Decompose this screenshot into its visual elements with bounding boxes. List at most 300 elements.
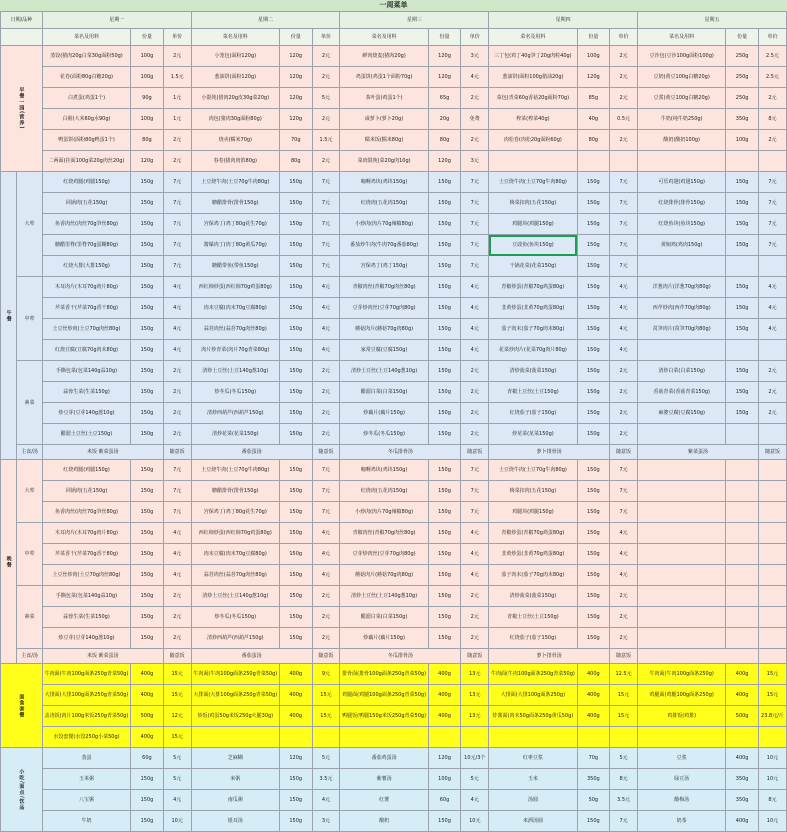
portion-cell[interactable]: 65g xyxy=(428,88,461,109)
price-cell[interactable]: 4元 xyxy=(163,277,191,298)
staple-rice-cell[interactable]: 随意饭 xyxy=(163,649,191,664)
field-header[interactable]: 份量 xyxy=(131,29,164,46)
portion-cell[interactable]: 150g xyxy=(279,481,312,502)
price-cell[interactable]: 2元 xyxy=(758,382,786,403)
dish-cell[interactable]: 红枣豆浆 xyxy=(489,748,577,769)
price-cell[interactable]: 4元 xyxy=(163,340,191,361)
portion-cell[interactable] xyxy=(726,523,759,544)
portion-cell[interactable]: 500g xyxy=(726,706,759,727)
dish-cell[interactable]: 炒藕片(藕片150g) xyxy=(340,628,428,649)
price-cell[interactable]: 1元 xyxy=(163,109,191,130)
field-header[interactable]: 菜名及用料 xyxy=(42,29,130,46)
price-cell[interactable] xyxy=(758,256,786,277)
price-cell[interactable]: 7元 xyxy=(312,214,340,235)
price-cell[interactable]: 2元 xyxy=(610,361,638,382)
dish-cell[interactable]: 木耳肉片(木耳70g肉片80g) xyxy=(42,523,130,544)
price-cell[interactable]: 10元 xyxy=(758,748,786,769)
price-cell[interactable]: 7元 xyxy=(163,502,191,523)
price-cell[interactable] xyxy=(758,460,786,481)
dish-cell[interactable]: 牛肉面(牛肉100g面条250g) xyxy=(638,664,726,685)
portion-cell[interactable]: 150g xyxy=(428,298,461,319)
price-cell[interactable]: 4元 xyxy=(163,790,191,811)
dish-cell[interactable]: 豆奶(黄豆100g白糖20g) xyxy=(638,67,726,88)
portion-cell[interactable]: 150g xyxy=(726,214,759,235)
dish-cell[interactable]: 香菇青菜(香菇青菜150g) xyxy=(638,382,726,403)
portion-cell[interactable]: 250g xyxy=(726,67,759,88)
dish-cell[interactable]: 鸡腿面(鸡腿100g面条250g青菜50g) xyxy=(340,685,428,706)
dish-cell[interactable]: 青椒肉丝(青椒70g肉丝80g) xyxy=(340,277,428,298)
dish-cell[interactable]: 鸡腿块(鸡腿150g) xyxy=(489,214,577,235)
price-cell[interactable]: 7元 xyxy=(163,481,191,502)
dish-cell[interactable] xyxy=(191,727,279,748)
portion-cell[interactable]: 50g xyxy=(577,790,610,811)
price-cell[interactable]: 15元 xyxy=(312,685,340,706)
portion-cell[interactable]: 150g xyxy=(279,277,312,298)
portion-cell[interactable]: 150g xyxy=(577,319,610,340)
dish-cell[interactable]: 青椒炒蛋(青椒70g鸡蛋80g) xyxy=(489,277,577,298)
portion-cell[interactable]: 150g xyxy=(428,424,461,445)
price-cell[interactable]: 2元 xyxy=(163,46,191,67)
price-cell[interactable]: 2元 xyxy=(758,403,786,424)
field-header[interactable]: 份量 xyxy=(279,29,312,46)
portion-cell[interactable]: 150g xyxy=(577,256,610,277)
dish-cell[interactable]: 红烧大排(大排150g) xyxy=(42,256,130,277)
dish-cell[interactable]: 蘑菇肉片(蘑菇70g肉80g) xyxy=(340,565,428,586)
portion-cell[interactable] xyxy=(726,607,759,628)
staple-soup-cell[interactable]: 萝卜排骨汤 xyxy=(489,649,610,664)
portion-cell[interactable]: 500g xyxy=(131,706,164,727)
dish-cell[interactable]: 玉米 xyxy=(489,769,577,790)
price-cell[interactable]: 2元 xyxy=(312,67,340,88)
price-cell[interactable]: 12元 xyxy=(163,706,191,727)
staple-rice-cell[interactable]: 随意饭 xyxy=(312,445,340,460)
portion-cell[interactable]: 150g xyxy=(726,277,759,298)
portion-cell[interactable]: 400g xyxy=(131,727,164,748)
dish-cell[interactable]: 鸭腿饭(鸭腿150g米饭250g青菜50g) xyxy=(340,706,428,727)
dish-cell[interactable]: 酸奶 xyxy=(340,811,428,832)
price-cell[interactable]: 2元 xyxy=(461,628,489,649)
portion-cell[interactable]: 150g xyxy=(428,502,461,523)
dish-cell[interactable]: 红烧排骨(排骨150g) xyxy=(638,193,726,214)
price-cell[interactable]: 15元 xyxy=(610,685,638,706)
price-cell[interactable]: 4元 xyxy=(312,523,340,544)
dish-cell[interactable]: 青椒土豆丝(土豆150g) xyxy=(489,607,577,628)
dish-cell[interactable]: 手撕包菜(包菜140g蒜10g) xyxy=(42,361,130,382)
price-cell[interactable]: 2元 xyxy=(163,130,191,151)
dish-cell[interactable]: 红烧肉(五花肉150g) xyxy=(340,193,428,214)
price-cell[interactable] xyxy=(610,151,638,172)
dish-cell[interactable]: 茄子肉末(茄子70g肉末80g) xyxy=(489,565,577,586)
portion-cell[interactable]: 150g xyxy=(577,382,610,403)
price-cell[interactable]: 2元 xyxy=(758,130,786,151)
portion-cell[interactable]: 150g xyxy=(131,214,164,235)
price-cell[interactable]: 4元 xyxy=(312,298,340,319)
price-cell[interactable]: 4元 xyxy=(610,523,638,544)
portion-cell[interactable]: 150g xyxy=(279,769,312,790)
dish-cell[interactable]: 红薯 xyxy=(340,790,428,811)
field-header[interactable]: 单价 xyxy=(758,29,786,46)
price-cell[interactable]: 2元 xyxy=(461,607,489,628)
portion-cell[interactable]: 150g xyxy=(428,256,461,277)
dish-cell[interactable]: 西芹炒肉(西芹70g肉80g) xyxy=(638,298,726,319)
portion-cell[interactable]: 350g xyxy=(726,769,759,790)
price-cell[interactable]: 4元 xyxy=(461,790,489,811)
portion-cell[interactable]: 150g xyxy=(428,607,461,628)
dish-cell[interactable]: 豆芽炒肉丝(豆芽70g肉80g) xyxy=(340,298,428,319)
price-cell[interactable]: 4元 xyxy=(610,319,638,340)
price-cell[interactable]: 10元 xyxy=(758,769,786,790)
dish-cell[interactable]: 肉末豆腐(肉末70g豆腐80g) xyxy=(191,544,279,565)
price-cell[interactable]: 7元 xyxy=(163,214,191,235)
portion-cell[interactable]: 150g xyxy=(131,790,164,811)
dish-cell[interactable]: 青椒炒蛋(青椒70g鸡蛋80g) xyxy=(489,523,577,544)
dish-cell[interactable]: 清炒白菜(白菜150g) xyxy=(638,361,726,382)
day-header[interactable]: 星期四 xyxy=(489,12,638,29)
portion-cell[interactable]: 150g xyxy=(428,214,461,235)
dish-cell[interactable]: 清炒土豆丝(土豆140g葱10g) xyxy=(191,361,279,382)
price-cell[interactable]: 2元 xyxy=(461,361,489,382)
dish-cell[interactable]: 蘑菇肉片(蘑菇70g肉80g) xyxy=(340,319,428,340)
price-cell[interactable] xyxy=(312,727,340,748)
portion-cell[interactable]: 120g xyxy=(131,151,164,172)
portion-cell[interactable]: 120g xyxy=(279,748,312,769)
price-cell[interactable]: 2元 xyxy=(312,46,340,67)
portion-cell[interactable]: 150g xyxy=(577,193,610,214)
dish-cell[interactable]: 米酒汤圆 xyxy=(489,811,577,832)
dish-cell[interactable]: 土豆丝炒肉(土豆70g肉丝80g) xyxy=(42,565,130,586)
dish-cell[interactable]: 葱油饼(面粉100g猪油20g) xyxy=(489,67,577,88)
portion-cell[interactable]: 80g xyxy=(131,130,164,151)
field-header[interactable]: 单价 xyxy=(610,29,638,46)
portion-cell[interactable]: 120g xyxy=(279,67,312,88)
staple-rice-cell[interactable]: 随意饭 xyxy=(461,445,489,460)
dish-cell[interactable]: 排骨面(排骨100g面条250g青菜50g) xyxy=(340,664,428,685)
dish-cell[interactable]: 宫保鸡丁(鸡丁80g花生70g) xyxy=(191,502,279,523)
price-cell[interactable]: 4元 xyxy=(312,565,340,586)
portion-cell[interactable]: 70g xyxy=(577,748,610,769)
dish-cell[interactable]: 蒜苔肉丝(蒜苔70g肉丝80g) xyxy=(191,565,279,586)
price-cell[interactable] xyxy=(758,586,786,607)
price-cell[interactable]: 3元 xyxy=(312,811,340,832)
portion-cell[interactable]: 150g xyxy=(428,382,461,403)
price-cell[interactable] xyxy=(758,607,786,628)
dish-cell[interactable]: 烧卖(糯米70g) xyxy=(191,130,279,151)
price-cell[interactable]: 4元 xyxy=(610,544,638,565)
dish-cell[interactable]: 牛肉面(牛肉100g面条250g青菜50g) xyxy=(489,664,577,685)
dish-cell[interactable]: 牛奶(纯牛奶250g) xyxy=(638,109,726,130)
price-cell[interactable]: 7元 xyxy=(461,172,489,193)
portion-cell[interactable]: 150g xyxy=(131,382,164,403)
dish-cell[interactable]: 肉片炒青菜(肉片70g青菜80g) xyxy=(191,340,279,361)
dish-cell[interactable]: 米粥 xyxy=(191,769,279,790)
portion-cell[interactable]: 100g xyxy=(131,46,164,67)
dish-cell[interactable]: 醋溜土豆丝(土豆150g) xyxy=(42,424,130,445)
dish-cell[interactable]: 清炒菠菜(菠菜150g) xyxy=(489,586,577,607)
price-cell[interactable]: 4元 xyxy=(758,277,786,298)
price-cell[interactable]: 4元 xyxy=(461,340,489,361)
dish-cell[interactable] xyxy=(638,628,726,649)
price-cell[interactable]: 2元 xyxy=(758,88,786,109)
dish-cell[interactable]: 小笼包(面粉120g) xyxy=(191,46,279,67)
price-cell[interactable]: 3.5元 xyxy=(610,790,638,811)
portion-cell[interactable] xyxy=(726,586,759,607)
field-header[interactable]: 菜名及用料 xyxy=(638,29,726,46)
dish-cell[interactable]: 糖醋带鱼(带鱼150g) xyxy=(191,256,279,277)
portion-cell[interactable]: 150g xyxy=(428,523,461,544)
portion-cell[interactable]: 400g xyxy=(577,706,610,727)
dish-cell[interactable]: 宫保鸡丁(鸡丁80g花生70g) xyxy=(191,214,279,235)
subsection-label[interactable]: 中荤 xyxy=(17,277,43,361)
portion-cell[interactable] xyxy=(577,727,610,748)
dish-cell[interactable]: 可乐鸡翅(鸡翅150g) xyxy=(638,172,726,193)
dish-cell[interactable]: 盖浇饭(肉片100g米饭250g青菜50g) xyxy=(42,706,130,727)
portion-cell[interactable]: 150g xyxy=(279,193,312,214)
dish-cell[interactable]: 水饺套餐(水饺250g小菜50g) xyxy=(42,727,130,748)
portion-cell[interactable]: 100g xyxy=(131,67,164,88)
staple-soup-cell[interactable]: 冬瓜排骨汤 xyxy=(340,445,461,460)
portion-cell[interactable]: 150g xyxy=(428,460,461,481)
portion-cell[interactable]: 120g xyxy=(279,46,312,67)
dish-cell[interactable]: 酸梅汤 xyxy=(638,790,726,811)
portion-cell[interactable]: 150g xyxy=(131,277,164,298)
dish-cell[interactable]: 咖喱鸡块(鸡块150g) xyxy=(340,172,428,193)
portion-cell[interactable]: 150g xyxy=(577,214,610,235)
field-header[interactable]: 份量 xyxy=(428,29,461,46)
price-cell[interactable]: 7元 xyxy=(312,235,340,256)
portion-cell[interactable]: 150g xyxy=(577,565,610,586)
price-cell[interactable]: 10元/3个 xyxy=(461,748,489,769)
price-cell[interactable]: 15元 xyxy=(758,685,786,706)
dish-cell[interactable]: 鱼香肉丝(肉丝70g笋丝80g) xyxy=(42,502,130,523)
price-cell[interactable]: 2元 xyxy=(312,607,340,628)
price-cell[interactable]: 4元 xyxy=(312,544,340,565)
price-cell[interactable]: 13元 xyxy=(461,685,489,706)
price-cell[interactable]: 4元 xyxy=(163,319,191,340)
dish-cell[interactable]: 花卷(面粉80g白糖20g) xyxy=(42,67,130,88)
price-cell[interactable]: 2元 xyxy=(758,361,786,382)
portion-cell[interactable]: 150g xyxy=(577,502,610,523)
staple-soup-cell[interactable]: 紫菜蛋汤 xyxy=(638,445,759,460)
portion-cell[interactable]: 150g xyxy=(279,565,312,586)
portion-cell[interactable]: 150g xyxy=(577,481,610,502)
portion-cell[interactable]: 150g xyxy=(131,319,164,340)
portion-cell[interactable]: 150g xyxy=(131,340,164,361)
dish-cell[interactable]: 蒜蓉生菜(生菜150g) xyxy=(42,382,130,403)
dish-cell[interactable]: 土豆烧牛肉(土豆70g牛肉80g) xyxy=(489,460,577,481)
dish-cell[interactable]: 土豆烧牛肉(土豆70g牛肉80g) xyxy=(191,460,279,481)
portion-cell[interactable]: 400g xyxy=(726,811,759,832)
portion-cell[interactable]: 150g xyxy=(577,424,610,445)
portion-cell[interactable] xyxy=(279,727,312,748)
price-cell[interactable]: 2元 xyxy=(610,403,638,424)
dish-cell[interactable] xyxy=(638,460,726,481)
dish-cell[interactable]: 菜肉馄饨(菜20g肉10g) xyxy=(340,151,428,172)
price-cell[interactable]: 免费 xyxy=(461,109,489,130)
portion-cell[interactable]: 150g xyxy=(726,298,759,319)
price-cell[interactable]: 2元 xyxy=(163,151,191,172)
staple-rice-cell[interactable]: 随意饭 xyxy=(461,649,489,664)
dish-cell[interactable]: 梅菜扣肉(五花150g) xyxy=(489,481,577,502)
price-cell[interactable]: 2元 xyxy=(163,403,191,424)
dish-cell[interactable]: 酸奶(酸奶100g) xyxy=(638,130,726,151)
portion-cell[interactable]: 150g xyxy=(428,361,461,382)
portion-cell[interactable]: 150g xyxy=(279,256,312,277)
price-cell[interactable]: 4元 xyxy=(461,277,489,298)
dish-cell[interactable]: 牛肉面(牛肉100g面条250g青菜50g) xyxy=(42,664,130,685)
dish-cell[interactable]: 银耳汤 xyxy=(191,811,279,832)
price-cell[interactable]: 10元 xyxy=(461,811,489,832)
portion-cell[interactable]: 100g xyxy=(428,769,461,790)
price-cell[interactable]: 15元 xyxy=(610,706,638,727)
staple-rice-cell[interactable]: 随意饭 xyxy=(758,445,786,460)
portion-cell[interactable]: 150g xyxy=(131,298,164,319)
dish-cell[interactable]: 鲜肉烧麦(猪肉20g) xyxy=(340,46,428,67)
price-cell[interactable]: 7元 xyxy=(461,460,489,481)
price-cell[interactable]: 3.5元 xyxy=(312,769,340,790)
portion-cell[interactable]: 150g xyxy=(428,277,461,298)
staple-rice-cell[interactable]: 随意饭 xyxy=(610,445,638,460)
portion-cell[interactable]: 150g xyxy=(428,340,461,361)
portion-cell[interactable]: 120g xyxy=(279,109,312,130)
section-dinner[interactable]: 晚餐 xyxy=(1,460,17,664)
dish-cell[interactable]: 青椒土豆丝(土豆150g) xyxy=(489,382,577,403)
price-cell[interactable]: 2元 xyxy=(312,361,340,382)
portion-cell[interactable]: 400g xyxy=(131,685,164,706)
portion-cell[interactable]: 150g xyxy=(131,460,164,481)
price-cell[interactable]: 7元 xyxy=(461,481,489,502)
field-header[interactable]: 份量 xyxy=(726,29,759,46)
staple-soup-cell[interactable]: 番茄蛋汤 xyxy=(191,445,312,460)
portion-cell[interactable]: 100g xyxy=(577,46,610,67)
price-cell[interactable]: 2元 xyxy=(312,424,340,445)
dish-cell[interactable]: 二两面(挂面100g菜20g肉丝20g) xyxy=(42,151,130,172)
portion-cell[interactable]: 400g xyxy=(726,748,759,769)
dish-cell[interactable]: 炒豆芽(豆芽140g葱10g) xyxy=(42,403,130,424)
subsection-label[interactable]: 素菜 xyxy=(17,586,43,649)
portion-cell[interactable]: 150g xyxy=(279,586,312,607)
dish-cell[interactable]: 豆沙包(豆沙100g面粉100g) xyxy=(638,46,726,67)
portion-cell[interactable]: 150g xyxy=(279,235,312,256)
price-cell[interactable]: 4元 xyxy=(461,298,489,319)
portion-cell[interactable]: 150g xyxy=(726,172,759,193)
price-cell[interactable]: 2元 xyxy=(610,586,638,607)
dish-cell[interactable]: 葱油饼(面粉120g) xyxy=(191,67,279,88)
portion-cell[interactable]: 150g xyxy=(726,403,759,424)
dish-cell[interactable]: 醋溜白菜(白菜150g) xyxy=(340,607,428,628)
price-cell[interactable]: 7元 xyxy=(163,460,191,481)
price-cell[interactable]: 8元 xyxy=(610,769,638,790)
price-cell[interactable]: 2元 xyxy=(610,382,638,403)
dish-cell[interactable]: 白粥(大米60g水90g) xyxy=(42,109,130,130)
field-header[interactable]: 单价 xyxy=(461,29,489,46)
price-cell[interactable]: 2元 xyxy=(461,130,489,151)
price-cell[interactable] xyxy=(758,151,786,172)
dish-cell[interactable]: 清炒土豆丝(土豆140g葱10g) xyxy=(340,586,428,607)
portion-cell[interactable]: 150g xyxy=(279,382,312,403)
corner-cell[interactable]: 日期/品种 xyxy=(1,12,43,29)
portion-cell[interactable] xyxy=(726,424,759,445)
price-cell[interactable]: 5元 xyxy=(461,769,489,790)
portion-cell[interactable]: 80g xyxy=(279,151,312,172)
portion-cell[interactable]: 150g xyxy=(428,193,461,214)
dish-cell[interactable]: 小馄饨(猪肉20g皮30g菜20g) xyxy=(191,88,279,109)
portion-cell[interactable]: 250g xyxy=(726,46,759,67)
portion-cell[interactable]: 150g xyxy=(279,460,312,481)
portion-cell[interactable]: 150g xyxy=(279,403,312,424)
price-cell[interactable]: 2元 xyxy=(610,67,638,88)
portion-cell[interactable]: 60g xyxy=(131,748,164,769)
price-cell[interactable]: 4元 xyxy=(312,277,340,298)
price-cell[interactable]: 2元 xyxy=(163,361,191,382)
dish-cell[interactable]: 洋葱肉片(洋葱70g肉80g) xyxy=(638,277,726,298)
dish-cell[interactable]: 汤圆 xyxy=(489,790,577,811)
dish-cell[interactable]: 土豆烧牛肉(土豆70g牛肉80g) xyxy=(191,172,279,193)
dish-cell[interactable]: 回锅肉(五花150g) xyxy=(42,193,130,214)
dish-cell[interactable]: 梅菜扣肉(五花150g) xyxy=(489,193,577,214)
portion-cell[interactable]: 150g xyxy=(131,193,164,214)
dish-cell[interactable]: 南瓜粥 xyxy=(191,790,279,811)
portion-cell[interactable]: 85g xyxy=(577,88,610,109)
portion-cell[interactable]: 150g xyxy=(279,340,312,361)
portion-cell[interactable]: 150g xyxy=(279,424,312,445)
dish-cell[interactable]: 糖醋里脊(里脊70g蛋糊80g) xyxy=(42,235,130,256)
dish-cell[interactable]: 清炒菠菜(菠菜150g) xyxy=(489,361,577,382)
field-header[interactable]: 菜名及用料 xyxy=(191,29,279,46)
portion-cell[interactable]: 150g xyxy=(577,628,610,649)
portion-cell[interactable]: 120g xyxy=(428,67,461,88)
price-cell[interactable] xyxy=(758,544,786,565)
staple-label[interactable]: 主食/汤 xyxy=(17,445,43,460)
price-cell[interactable]: 15元 xyxy=(163,664,191,685)
price-cell[interactable]: 13元 xyxy=(461,664,489,685)
portion-cell[interactable]: 150g xyxy=(279,523,312,544)
staple-rice-cell[interactable]: 随意饭 xyxy=(312,649,340,664)
portion-cell[interactable]: 400g xyxy=(577,664,610,685)
portion-cell[interactable]: 150g xyxy=(279,319,312,340)
price-cell[interactable]: 4元 xyxy=(163,523,191,544)
portion-cell[interactable]: 150g xyxy=(428,403,461,424)
dish-cell[interactable]: 八宝粥 xyxy=(42,790,130,811)
portion-cell[interactable]: 150g xyxy=(577,403,610,424)
price-cell[interactable]: 7元 xyxy=(610,193,638,214)
dish-cell[interactable]: 奶茶 xyxy=(638,811,726,832)
dish-cell[interactable]: 鸡腿块(鸡腿150g) xyxy=(489,502,577,523)
portion-cell[interactable] xyxy=(726,460,759,481)
dish-cell[interactable] xyxy=(638,565,726,586)
price-cell[interactable]: 2元 xyxy=(163,382,191,403)
portion-cell[interactable]: 150g xyxy=(428,544,461,565)
dish-cell[interactable]: 蒸蛋 xyxy=(42,748,130,769)
dish-cell[interactable]: 豆浆(黄豆100g白糖20g) xyxy=(638,88,726,109)
dish-cell[interactable]: 红烧茄子(茄子150g) xyxy=(489,628,577,649)
dish-cell[interactable] xyxy=(638,256,726,277)
portion-cell[interactable] xyxy=(726,727,759,748)
price-cell[interactable]: 23.8元/斤 xyxy=(758,706,786,727)
dish-cell[interactable]: 炒藕片(藕片150g) xyxy=(340,403,428,424)
price-cell[interactable]: 7元 xyxy=(461,235,489,256)
portion-cell[interactable]: 90g xyxy=(131,88,164,109)
portion-cell[interactable]: 40g xyxy=(577,109,610,130)
price-cell[interactable]: 4元 xyxy=(461,544,489,565)
subsection-label[interactable]: 大荤 xyxy=(17,172,43,277)
dish-cell[interactable]: 芝麻糊 xyxy=(191,748,279,769)
staple-soup-cell[interactable] xyxy=(638,649,759,664)
portion-cell[interactable]: 150g xyxy=(726,361,759,382)
price-cell[interactable]: 2元 xyxy=(461,88,489,109)
field-header[interactable]: 份量 xyxy=(577,29,610,46)
staple-rice-cell[interactable]: 随意饭 xyxy=(163,445,191,460)
dish-cell[interactable]: 白煮蛋(鸡蛋1个) xyxy=(42,88,130,109)
